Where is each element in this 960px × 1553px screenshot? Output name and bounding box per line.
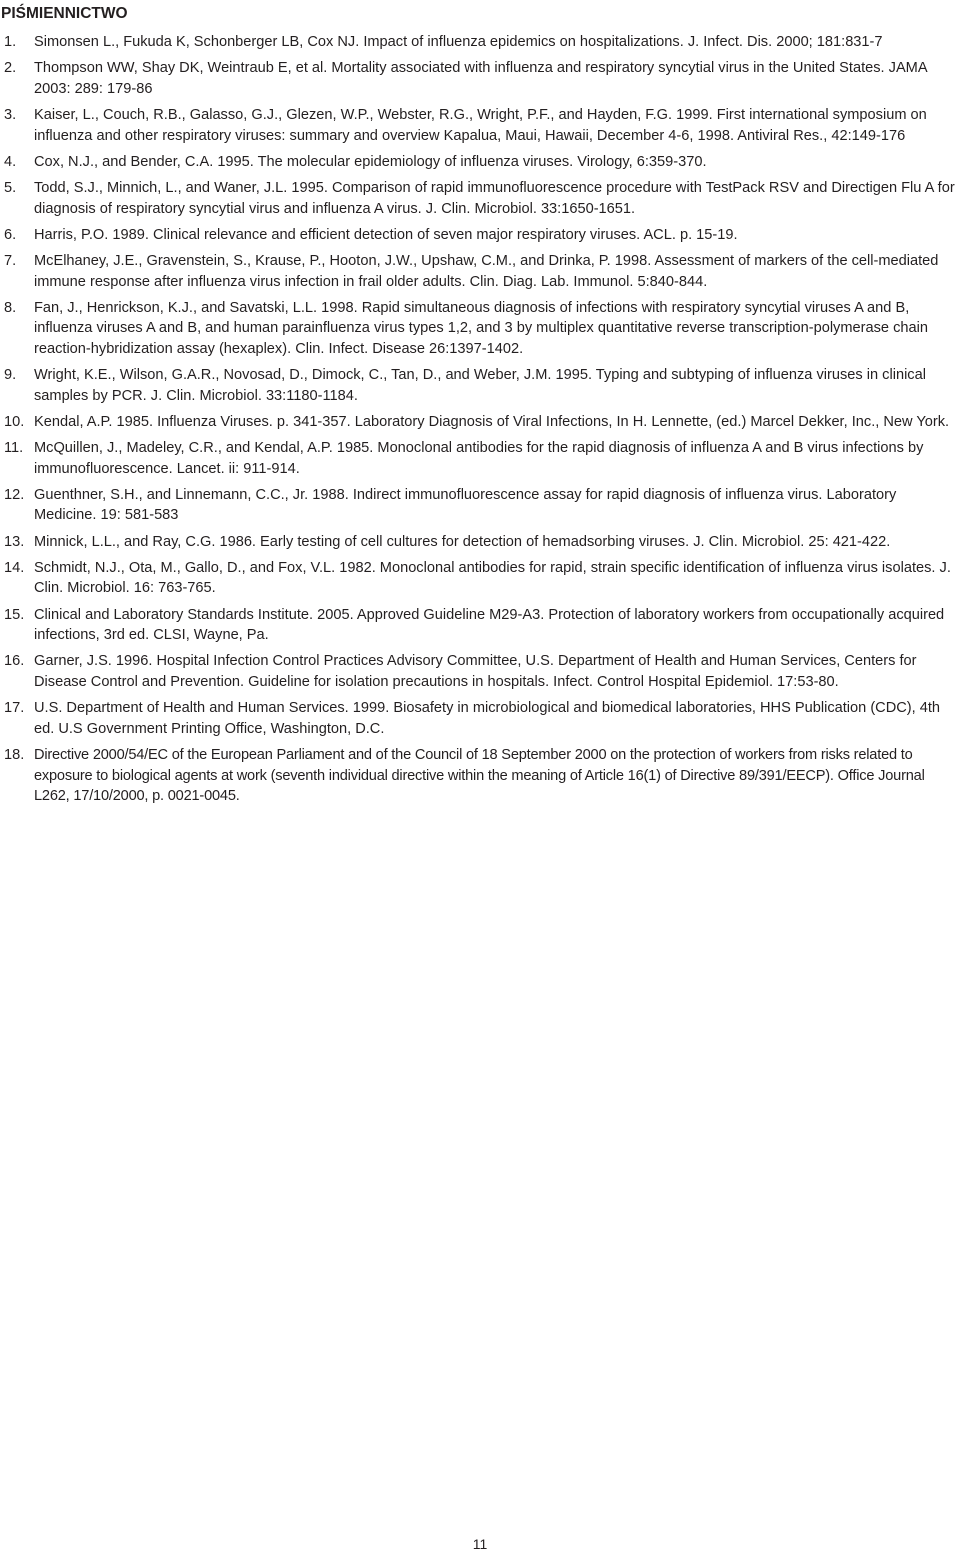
reference-number: 12. [4, 486, 25, 503]
reference-text: Minnick, L.L., and Ray, C.G. 1986. Early testing of cell cultures for detection of hemadsorbing viruses. J. Clin. Microbiol. 25: 421-422. [34, 533, 891, 550]
reference-text: Kaiser, L., Couch, R.B., Galasso, G.J., Glezen, W.P., Webster, R.G., Wright, P.F., and Hayden, F.G. 1999. First international symposium on influenza and other respiratory viruses: summary and overview Kapalua, Maui, Hawaii, December 4-6, 1998. Antiviral Res., 42:149-176 [34, 106, 927, 144]
reference-item [0, 251, 958, 292]
reference-item [0, 225, 958, 246]
reference-item [0, 651, 958, 692]
reference-item [0, 558, 958, 599]
reference-text: McQuillen, J., Madeley, C.R., and Kendal, A.P. 1985. Monoclonal antibodies for the rapid diagnosis of influenza A and B virus infections by immunofluorescence. Lancet. ii: 911-914. [34, 440, 924, 477]
reference-text: Thompson WW, Shay DK, Weintraub E, et al. Mortality associated with influenza and respiratory syncytial virus in the United States. JAMA 2003: 289: 179-86 [34, 60, 927, 97]
reference-text: U.S. Department of Health and Human Services. 1999. Biosafety in microbiological and biomedical laboratories, HHS Publication (CDC), 4th ed. U.S Government Printing Office, Washington, D.C. [34, 700, 941, 737]
reference-item [0, 152, 958, 173]
reference-number: 3. [4, 106, 17, 123]
reference-item [0, 605, 958, 646]
reference-number: 10. [4, 413, 25, 430]
reference-item [0, 365, 958, 406]
reference-number: 18. [4, 746, 25, 763]
reference-item [0, 485, 958, 526]
reference-item [0, 105, 958, 146]
reference-number: 17. [4, 700, 25, 717]
reference-item [0, 438, 958, 479]
reference-number: 6. [4, 226, 17, 243]
reference-item [0, 58, 958, 99]
reference-number: 1. [4, 34, 17, 50]
reference-item [0, 745, 958, 807]
page-number: 11 [472, 1536, 488, 1552]
reference-number: 8. [4, 299, 17, 316]
reference-item [0, 178, 958, 219]
reference-text: Garner, J.S. 1996. Hospital Infection Control Practices Advisory Committee, U.S. Department of Health and Human Services, Centers for Disease Control and Prevention. Guideline for isolation precautions in hospitals. Infect. Control Hospital Epidemiol. 17:53-80. [34, 653, 917, 690]
reference-text: Guenthner, S.H., and Linnemann, C.C., Jr. 1988. Indirect immunofluorescence assay for rapid diagnosis of influenza virus. Laboratory Medicine. 19: 581-583 [34, 486, 897, 524]
reference-text: Clinical and Laboratory Standards Institute. 2005. Approved Guideline M29-A3. Protection of laboratory workers from occupationally acquired infections, 3rd ed. CLSI, Wayne, Pa. [34, 606, 945, 644]
reference-item [0, 412, 958, 433]
reference-text: Wright, K.E., Wilson, G.A.R., Novosad, D., Dimock, C., Tan, D., and Weber, J.M. 1995. Typing and subtyping of influenza viruses in clinical samples by PCR. J. Clin. Microbiol. 33:1180-1184. [34, 367, 926, 404]
reference-text: Schmidt, N.J., Ota, M., Gallo, D., and Fox, V.L. 1982. Monoclonal antibodies for rapid, strain specific identification of influenza virus isolates. J. Clin. Microbiol. 16: 763-765. [34, 559, 951, 597]
reference-number: 14. [4, 559, 25, 576]
reference-number: 13. [4, 533, 25, 550]
reference-text: Directive 2000/54/EC of the European Parliament and of the Council of 18 September 2000 on the protection of workers from risks related to exposure to biological agents at work (seventh individual directive within the meaning of Article 16(1) of Directive 89/391/EECP). Office Journal L262, 17/10/2000, p. 0021-0045. [34, 746, 925, 805]
reference-item [0, 532, 958, 553]
reference-number: 7. [4, 252, 17, 269]
reference-item [0, 298, 958, 360]
reference-list [0, 32, 958, 812]
reference-item [0, 32, 958, 53]
reference-text: Cox, N.J., and Bender, C.A. 1995. The molecular epidemiology of influenza viruses. Virology, 6:359-370. [34, 153, 707, 170]
reference-number: 5. [4, 179, 17, 196]
reference-text: Fan, J., Henrickson, K.J., and Savatski, L.L. 1998. Rapid simultaneous diagnosis of infections with respiratory syncytial viruses A and B, influenza viruses A and B, and human parainfluenza virus types 1,2, and 3 by multiplex quantitative reverse transcription-polymerase chain reaction-hybridization assay (hexaplex). Clin. Infect. Disease 26:1397-1402. [34, 299, 928, 357]
reference-text: Kendal, A.P. 1985. Influenza Viruses. p. 341-357. Laboratory Diagnosis of Viral Infections, In H. Lennette, (ed.) Marcel Dekker, Inc., New York. [34, 413, 950, 430]
reference-text: Simonsen L., Fukuda K, Schonberger LB, Cox NJ. Impact of influenza epidemics on hospitalizations. J. Infect. Dis. 2000; 181:831-7 [34, 34, 883, 50]
reference-number: 9. [4, 367, 17, 384]
reference-number: 2. [4, 60, 17, 77]
reference-number: 4. [4, 153, 17, 170]
reference-text: McElhaney, J.E., Gravenstein, S., Krause, P., Hooton, J.W., Upshaw, C.M., and Drinka, P. 1998. Assessment of markers of the cell-mediated immune response after influenza virus infection in frail older adults. Clin. Diag. Lab. Immunol. 5:840-844. [34, 252, 939, 290]
section-heading: PIŚMIENNICTWO [1, 5, 128, 22]
reference-number: 16. [4, 653, 25, 670]
reference-text: Harris, P.O. 1989. Clinical relevance and efficient detection of seven major respiratory viruses. ACL. p. 15-19. [34, 226, 738, 243]
reference-item [0, 698, 958, 739]
reference-number: 15. [4, 606, 25, 623]
reference-number: 11. [4, 440, 24, 457]
reference-text: Todd, S.J., Minnich, L., and Waner, J.L. 1995. Comparison of rapid immunofluorescence procedure with TestPack RSV and Directigen Flu A for diagnosis of respiratory syncytial virus and influenza A virus. J. Clin. Microbiol. 33:1650-1651. [34, 179, 955, 217]
